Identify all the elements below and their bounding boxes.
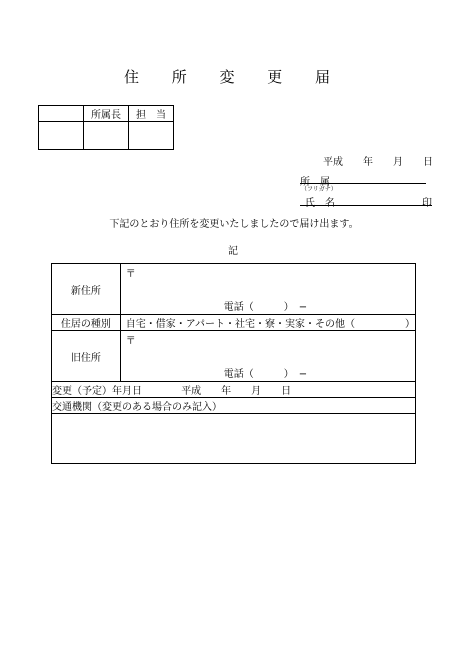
postal-mark-old: 〒 <box>125 336 136 347</box>
residence-type-label: 住居の種別 <box>52 315 121 331</box>
approval-cell-3[interactable] <box>129 122 174 150</box>
change-date-row[interactable] <box>52 382 416 398</box>
change-date-value: 平成 年 月 日 <box>181 386 292 397</box>
submission-date: 平成 年 月 日 <box>323 157 433 168</box>
phone-old: 電話（ ） − <box>223 369 308 380</box>
transport-field[interactable] <box>52 414 416 464</box>
name-underline[interactable] <box>300 205 432 206</box>
change-date-label: 変更（予定）年月日 <box>52 386 142 397</box>
old-address-cell[interactable] <box>120 331 415 382</box>
approval-header-manager: 所属長 <box>84 106 129 122</box>
name-label: 氏 名 <box>305 198 335 209</box>
transport-label: 交通機関（変更のある場合のみ記入） <box>52 398 416 414</box>
approval-stamp-table <box>38 105 174 150</box>
form-title: 住 所 変 更 届 <box>123 68 345 86</box>
phone-new: 電話（ ） − <box>223 302 308 313</box>
new-address-label: 新住所 <box>52 264 121 315</box>
seal-mark: 印 <box>422 198 432 209</box>
approval-cell-1[interactable] <box>39 122 84 150</box>
old-address-label: 旧住所 <box>52 331 121 382</box>
postal-mark-new: 〒 <box>125 269 136 280</box>
intro-text: 下記のとおり住所を変更いたしましたので届け出ます。 <box>109 219 359 230</box>
affiliation-label: 所 属 <box>300 177 330 188</box>
approval-header-staff: 担 当 <box>129 106 174 122</box>
ki-label: 記 <box>228 246 238 257</box>
approval-cell-2[interactable] <box>84 122 129 150</box>
approval-header-blank <box>39 106 84 122</box>
new-address-cell[interactable] <box>120 264 415 315</box>
address-change-table <box>51 263 416 464</box>
residence-type-options[interactable]: 自宅・借家・アパート・社宅・寮・実家・その他（ ） <box>120 315 415 331</box>
furigana-label: （フリガナ） <box>301 186 337 193</box>
